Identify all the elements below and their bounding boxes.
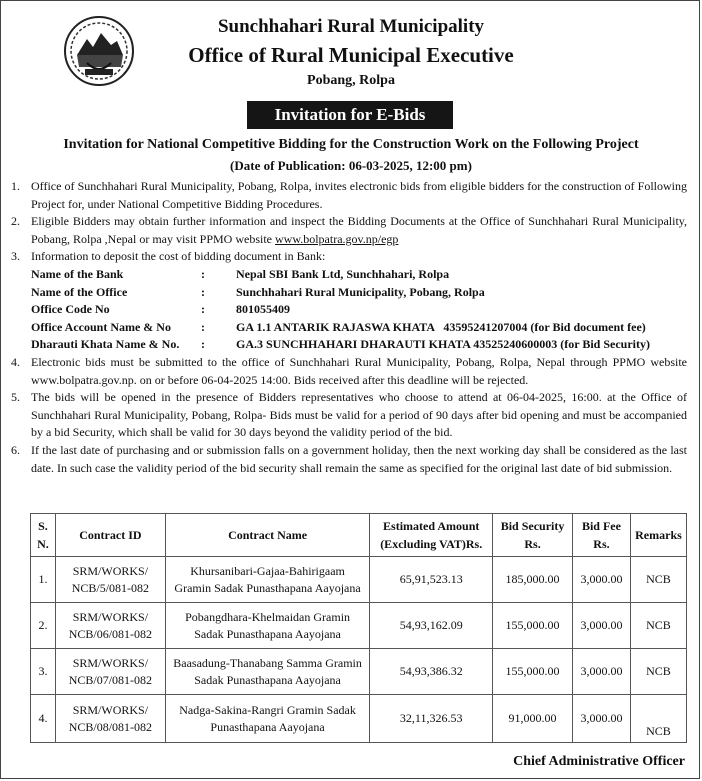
cell-bid-security: 185,000.00 (493, 557, 573, 603)
cell-remarks: NCB (630, 603, 686, 649)
cell-bid-security: 91,000.00 (493, 695, 573, 743)
item-number: 3. (11, 249, 20, 264)
header-remarks: Remarks (630, 514, 686, 557)
notice-item (11, 389, 687, 442)
cell-sn: 2. (31, 603, 56, 649)
cell-contract-name: Pobangdhara-Khelmaidan Gramin Sadak Punasthapana Aayojana (165, 603, 369, 649)
bank-info-sep: : (201, 319, 205, 334)
notice-item (11, 178, 687, 213)
bank-info-label: Dharauti Khata Name & No. (31, 337, 180, 352)
header-bid-security: Bid Security Rs. (493, 514, 573, 557)
notice-banner: Invitation for E-Bids (247, 101, 453, 129)
cell-remarks: NCB (630, 557, 686, 603)
cell-estimated-amount: 65,91,523.13 (370, 557, 493, 603)
cell-estimated-amount: 54,93,386.32 (370, 649, 493, 695)
cell-contract-id: SRM/WORKS/ NCB/5/081-082 (55, 557, 165, 603)
cell-bid-security: 155,000.00 (493, 603, 573, 649)
bank-info-label: Office Account Name & No (31, 319, 171, 334)
bank-info-sep: : (201, 337, 205, 352)
bank-info-sep: : (201, 266, 205, 281)
item-number: 6. (11, 442, 20, 457)
bank-info-row (31, 301, 687, 319)
header-contract-name: Contract Name (165, 514, 369, 557)
cell-contract-id: SRM/WORKS/ NCB/08/081-082 (55, 695, 165, 743)
item-text: Information to deposit the cost of bidding document in Bank: (31, 249, 326, 264)
bank-info-sep: : (201, 302, 205, 317)
office-name: Office of Rural Municipal Executive (188, 43, 514, 67)
cell-bid-security: 155,000.00 (493, 649, 573, 695)
bank-info-label: Name of the Office (31, 284, 128, 299)
bank-info-row (31, 266, 687, 284)
item-text: Office of Sunchhahari Rural Municipality, Pobang, Rolpa, invites electronic bids from eligible bidders for the construction of Following Project for, under National Competitive Bidding Procedures. (31, 179, 687, 211)
notice-subtitle: Invitation for National Competitive Bidding for the Construction Work on the Following Project (63, 137, 639, 152)
notice-item (11, 213, 687, 248)
table-row (31, 603, 687, 649)
cell-contract-name: Nadga-Sakina-Rangri Gramin Sadak Punasthapana Aayojana (165, 695, 369, 743)
item-number: 5. (11, 390, 20, 405)
cell-bid-fee: 3,000.00 (573, 695, 631, 743)
item-text: Eligible Bidders may obtain further information and inspect the Bidding Documents at the Office of Sunchhahari Rural Municipality, Pobang, Rolpa ,Nepal or may visit PPMO website (31, 214, 687, 246)
header-bid-fee: Bid Fee Rs. (573, 514, 631, 557)
item-number: 1. (11, 179, 20, 193)
cell-contract-id: SRM/WORKS/ NCB/07/081-082 (55, 649, 165, 695)
bank-info-value: 801055409 (236, 302, 290, 317)
bank-info-row (31, 319, 687, 337)
bank-info-label: Name of the Bank (31, 266, 124, 281)
item-text: If the last date of purchasing and or submission falls on a government holiday, then the next working day shall be considered as the last date. In such case the validity period of the bid security shall remain the same as specified for the original last date of bid submission. (31, 442, 687, 475)
item-text: Electronic bids must be submitted to the office of Sunchhahari Rural Municipality, Pobang, Rolpa, Nepal through PPMO website www.bolpatra.gov.np. on or before 06-04-2025 14:00. Bids received after this deadline will be rejected. (31, 354, 687, 387)
cell-remarks: NCB (630, 695, 686, 743)
notice-item (11, 248, 687, 354)
notice-item (11, 442, 687, 477)
item-number: 2. (11, 214, 20, 229)
cell-bid-fee: 3,000.00 (573, 649, 631, 695)
contracts-table (30, 513, 687, 743)
office-location: Pobang, Rolpa (307, 73, 395, 88)
notice-body (11, 178, 687, 477)
cell-bid-fee: 3,000.00 (573, 603, 631, 649)
header-sn: S. N. (31, 514, 56, 557)
cell-bid-fee: 3,000.00 (573, 557, 631, 603)
bank-info-value: Nepal SBI Bank Ltd, Sunchhahari, Rolpa (236, 266, 450, 281)
bank-info-sep: : (201, 284, 205, 299)
cell-sn: 4. (31, 695, 56, 743)
cell-remarks: NCB (630, 649, 686, 695)
ppmo-link[interactable]: www.bolpatra.gov.np/egp (274, 231, 399, 246)
bank-info-row (31, 336, 687, 354)
bank-info-label: Office Code No (31, 302, 110, 317)
municipality-name: Sunchhahari Rural Municipality (217, 16, 485, 37)
bank-info-row (31, 284, 687, 302)
table-row (31, 695, 687, 743)
table-row (31, 557, 687, 603)
cell-contract-name: Khursanibari-Gajaa-Bahirigaam Gramin Sadak Punasthapana Aayojana (165, 557, 369, 603)
cell-estimated-amount: 32,11,326.53 (370, 695, 493, 743)
cell-estimated-amount: 54,93,162.09 (370, 603, 493, 649)
notice-item (11, 354, 687, 389)
signature-title: Chief Administrative Officer (513, 754, 685, 769)
header-estimated-amount: Estimated Amount (Excluding VAT)Rs. (370, 514, 493, 557)
table-header-row (31, 514, 687, 557)
publication-date: (Date of Publication: 06-03-2025, 12:00 pm) (230, 158, 472, 173)
cell-sn: 1. (31, 557, 56, 603)
bank-info-value: Sunchhahari Rural Municipality, Pobang, Rolpa (236, 284, 485, 299)
bank-info (31, 266, 687, 354)
cell-contract-name: Baasadung-Thanabang Samma Gramin Sadak Punasthapana Aayojana (165, 649, 369, 695)
bank-info-value: GA 1.1 ANTARIK RAJASWA KHATA 43595241207004 (for Bid document fee) (236, 319, 646, 334)
table-row (31, 649, 687, 695)
bank-info-value: GA.3 SUNCHHAHARI DHARAUTI KHATA 43525240600003 (for Bid Security) (236, 337, 651, 352)
item-number: 4. (11, 354, 20, 369)
cell-sn: 3. (31, 649, 56, 695)
header-contract-id: Contract ID (55, 514, 165, 557)
cell-contract-id: SRM/WORKS/ NCB/06/081-082 (55, 603, 165, 649)
item-text: The bids will be opened in the presence of Bidders representatives who choose to attend at 06-04-2025, 16:00. at the Office of Sunchhahari Rural Municipality, Pobang, Rolpa- Bids must be valid for a period of 90 days after bid opening and must be accompanied by a bid Security, which shall be valid for 30 days beyond the validity period of the bid. (31, 390, 687, 440)
